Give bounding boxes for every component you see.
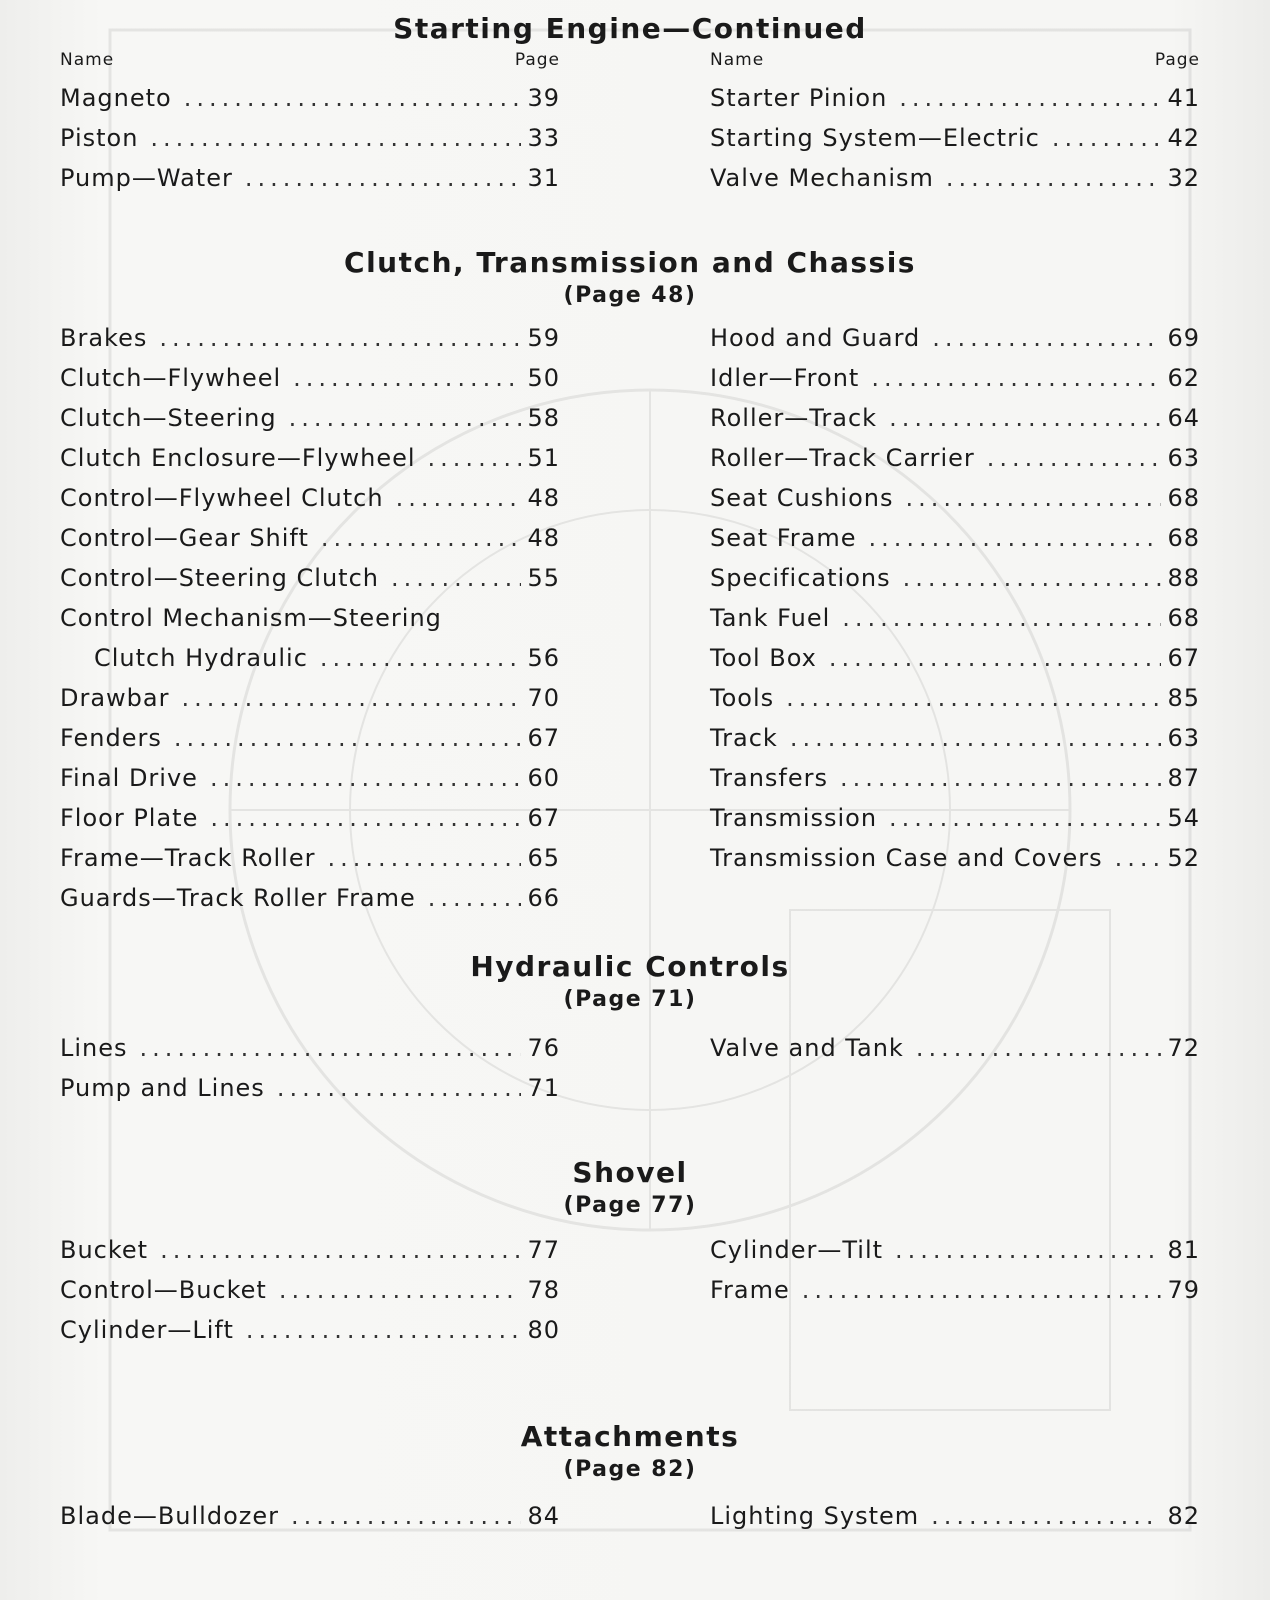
index-entry	[710, 158, 1200, 198]
entry-page: 33	[527, 124, 560, 152]
section-subtitle: (Page 77)	[563, 1193, 697, 1218]
column-header	[60, 50, 560, 78]
section-title: Clutch, Transmission and Chassis	[344, 246, 916, 279]
index-entry	[60, 638, 560, 678]
entry-name: Starter Pinion	[710, 84, 888, 112]
entry-name: Cylinder—Lift	[60, 1316, 234, 1344]
page-header: Page	[514, 50, 560, 70]
entry-page: 64	[1167, 404, 1200, 432]
entry-page: 56	[527, 644, 560, 672]
index-entry	[710, 398, 1200, 438]
entry-name: Clutch Hydraulic	[94, 644, 308, 672]
entry-page: 66	[527, 884, 560, 912]
index-entry	[60, 1068, 560, 1108]
entry-page: 80	[527, 1316, 560, 1344]
entry-name: Tools	[710, 684, 775, 712]
column-header	[710, 50, 1200, 78]
entry-page: 70	[527, 684, 560, 712]
name-header: Name	[710, 50, 765, 70]
index-entry	[60, 78, 560, 118]
entry-name: Clutch—Flywheel	[60, 364, 282, 392]
entry-page: 67	[1167, 644, 1200, 672]
entry-name: Idler—Front	[710, 364, 860, 392]
entry-name: Frame—Track Roller	[60, 844, 316, 872]
index-entry	[710, 118, 1200, 158]
entry-page: 85	[1167, 684, 1200, 712]
entry-name: Lines	[60, 1034, 128, 1062]
index-entry	[60, 878, 560, 918]
entry-name: Hood and Guard	[710, 324, 921, 352]
entry-page: 39	[527, 84, 560, 112]
index-entry	[710, 718, 1200, 758]
left-column	[60, 1028, 560, 1108]
entry-name: Control—Steering Clutch	[60, 564, 379, 592]
entry-page: 41	[1167, 84, 1200, 112]
index-entry	[60, 438, 560, 478]
section-subtitle: (Page 71)	[563, 987, 697, 1012]
index-entry	[60, 118, 560, 158]
entry-name: Transmission	[710, 804, 878, 832]
entry-name: Clutch—Steering	[60, 404, 277, 432]
entry-page: 87	[1167, 764, 1200, 792]
entry-page: 79	[1167, 1276, 1200, 1304]
entry-page: 81	[1167, 1236, 1200, 1264]
entry-name: Tank Fuel	[710, 604, 831, 632]
index-entry	[710, 598, 1200, 638]
entry-page: 48	[527, 524, 560, 552]
entry-name: Floor Plate	[60, 804, 199, 832]
section-clutch-transmission-chassis	[60, 246, 1200, 918]
index-entry	[710, 78, 1200, 118]
index-entry	[710, 318, 1200, 358]
entry-page: 67	[527, 804, 560, 832]
entry-page: 63	[1167, 724, 1200, 752]
index-entry	[60, 678, 560, 718]
index-entry	[710, 1028, 1200, 1068]
index-entry	[60, 158, 560, 198]
index-entry	[710, 558, 1200, 598]
entry-page: 50	[527, 364, 560, 392]
entry-page: 69	[1167, 324, 1200, 352]
section-title: Attachments	[520, 1420, 740, 1453]
entry-page: 42	[1167, 124, 1200, 152]
entry-page: 63	[1167, 444, 1200, 472]
index-entry	[60, 1270, 560, 1310]
section-title: Starting Engine—Continued	[393, 12, 867, 45]
entry-page: 58	[527, 404, 560, 432]
index-entry	[60, 1028, 560, 1068]
entry-page: 52	[1167, 844, 1200, 872]
entry-page: 62	[1167, 364, 1200, 392]
entry-page: 71	[527, 1074, 560, 1102]
index-entry	[710, 1230, 1200, 1270]
entry-page: 32	[1167, 164, 1200, 192]
index-entry	[710, 638, 1200, 678]
index-entry	[60, 358, 560, 398]
entry-page: 51	[527, 444, 560, 472]
section-subtitle: (Page 82)	[563, 1457, 697, 1482]
entry-name: Transmission Case and Covers	[710, 844, 1103, 872]
index-entry	[710, 798, 1200, 838]
index-entry	[710, 1270, 1200, 1310]
entry-page: 68	[1167, 484, 1200, 512]
index-entry	[710, 1496, 1200, 1536]
entry-page: 72	[1167, 1034, 1200, 1062]
index-entry	[710, 678, 1200, 718]
entry-page: 59	[527, 324, 560, 352]
entry-name: Track	[710, 724, 778, 752]
index-entry	[710, 358, 1200, 398]
index-entry	[60, 318, 560, 358]
index-entry	[60, 598, 560, 638]
entry-name: Control Mechanism—Steering	[60, 604, 442, 632]
section-hydraulic-controls	[60, 950, 1200, 1108]
entry-page: 67	[527, 724, 560, 752]
entry-name: Bucket	[60, 1236, 149, 1264]
entry-name: Control—Bucket	[60, 1276, 267, 1304]
section-attachments	[60, 1420, 1200, 1536]
entry-name: Cylinder—Tilt	[710, 1236, 884, 1264]
entry-name: Valve Mechanism	[710, 164, 934, 192]
entry-page: 65	[527, 844, 560, 872]
index-entry	[60, 758, 560, 798]
entry-name: Pump and Lines	[60, 1074, 265, 1102]
entry-name: Starting System—Electric	[710, 124, 1040, 152]
entry-name: Guards—Track Roller Frame	[60, 884, 416, 912]
index-entry	[60, 1496, 560, 1536]
entry-name: Roller—Track Carrier	[710, 444, 975, 472]
entry-page: 60	[527, 764, 560, 792]
index-entry	[60, 558, 560, 598]
entry-page: 77	[527, 1236, 560, 1264]
index-entry	[60, 718, 560, 758]
index-entry	[60, 398, 560, 438]
index-entry	[710, 838, 1200, 878]
entry-name: Brakes	[60, 324, 148, 352]
entry-page: 84	[527, 1502, 560, 1530]
entry-page: 68	[1167, 604, 1200, 632]
entry-name: Piston	[60, 124, 139, 152]
entry-name: Lighting System	[710, 1502, 920, 1530]
entry-page: 76	[527, 1034, 560, 1062]
right-column	[710, 1230, 1200, 1350]
left-column	[60, 1496, 560, 1536]
right-column	[710, 50, 1200, 198]
right-column	[710, 1028, 1200, 1108]
entry-name: Transfers	[710, 764, 829, 792]
entry-name: Blade—Bulldozer	[60, 1502, 279, 1530]
entry-page: 48	[527, 484, 560, 512]
entry-page: 68	[1167, 524, 1200, 552]
entry-name: Valve and Tank	[710, 1034, 904, 1062]
name-header: Name	[60, 50, 115, 70]
index-entry	[710, 478, 1200, 518]
entry-page: 88	[1167, 564, 1200, 592]
right-column	[710, 1496, 1200, 1536]
entry-page: 55	[527, 564, 560, 592]
entry-name: Final Drive	[60, 764, 198, 792]
entry-name: Magneto	[60, 84, 172, 112]
entry-name: Frame	[710, 1276, 790, 1304]
section-title: Hydraulic Controls	[470, 950, 790, 983]
index-entry	[710, 758, 1200, 798]
left-column	[60, 1230, 560, 1350]
entry-name: Seat Cushions	[710, 484, 894, 512]
section-subtitle: (Page 48)	[563, 283, 697, 308]
left-column	[60, 50, 560, 198]
entry-name: Drawbar	[60, 684, 170, 712]
entry-page: 31	[527, 164, 560, 192]
entry-name: Tool Box	[710, 644, 817, 672]
entry-name: Control—Gear Shift	[60, 524, 309, 552]
left-column	[60, 318, 560, 918]
index-entry	[60, 518, 560, 558]
index-entry	[60, 838, 560, 878]
entry-page: 54	[1167, 804, 1200, 832]
section-title: Shovel	[572, 1156, 688, 1189]
entry-name: Specifications	[710, 564, 891, 592]
entry-name: Seat Frame	[710, 524, 857, 552]
index-entry	[60, 478, 560, 518]
section-starting-engine	[60, 12, 1200, 198]
index-entry	[60, 798, 560, 838]
index-entry	[710, 518, 1200, 558]
entry-name: Control—Flywheel Clutch	[60, 484, 384, 512]
index-entry	[60, 1230, 560, 1270]
entry-name: Pump—Water	[60, 164, 233, 192]
entry-name: Fenders	[60, 724, 162, 752]
right-column	[710, 318, 1200, 918]
entry-page: 82	[1167, 1502, 1200, 1530]
entry-name: Roller—Track	[710, 404, 878, 432]
section-shovel	[60, 1156, 1200, 1350]
index-entry	[60, 1310, 560, 1350]
entry-name: Clutch Enclosure—Flywheel	[60, 444, 416, 472]
index-entry	[710, 438, 1200, 478]
entry-page: 78	[527, 1276, 560, 1304]
page-header: Page	[1154, 50, 1200, 70]
